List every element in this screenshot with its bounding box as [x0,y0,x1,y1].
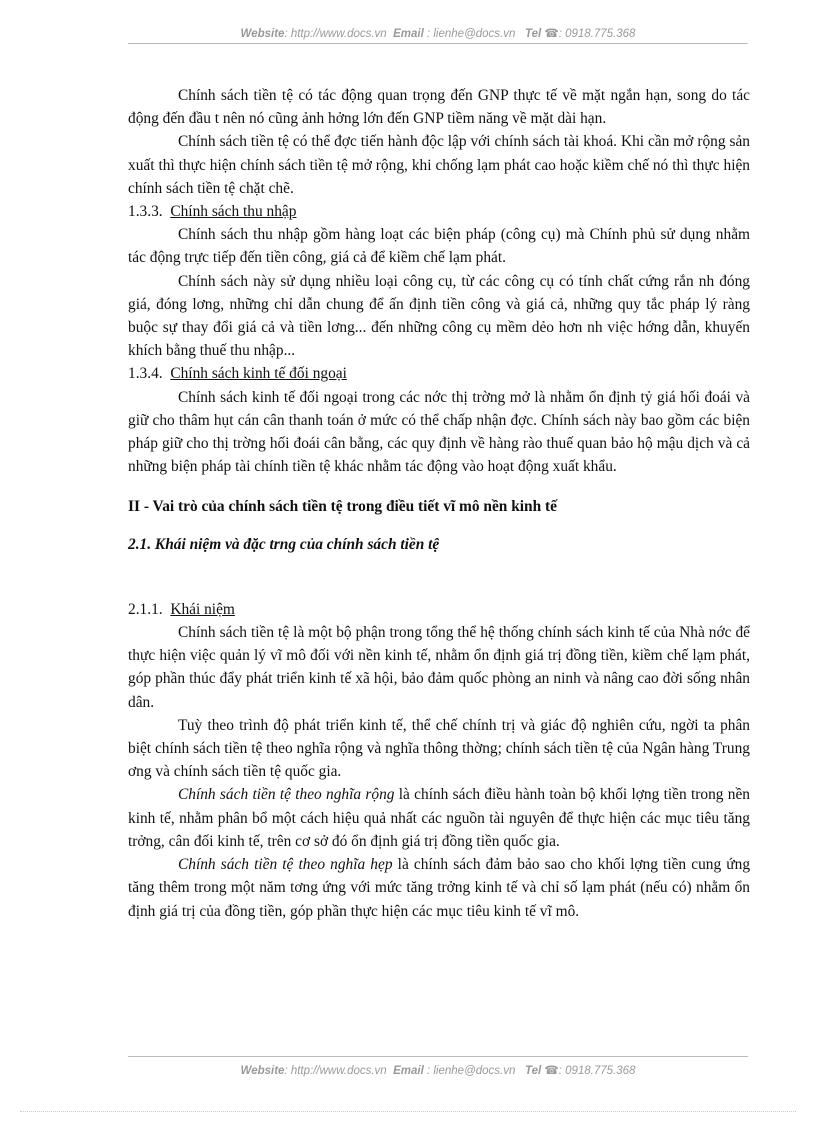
heading-number: 1.3.3. [128,203,163,221]
heading-number: 1.3.4. [128,365,163,383]
paragraph [128,853,750,923]
footer-website-label: Website [240,1065,285,1077]
heading-title: Chính sách kinh tế đối ngoại [170,365,347,383]
paragraph: Chính sách thu nhập gồm hàng loạt các biện pháp (công cụ) mà Chính phủ sử dụng nhằm tác động trực tiếp đến tiền công, giá cả để kiềm chế lạm phát. [128,226,750,267]
section-heading-ii: II - Vai trò của chính sách tiền tệ trong điều tiết vĩ mô nền kinh tế [128,498,557,516]
heading-title: Khái niệm [170,600,235,618]
paragraph-text: là chính sách đảm bảo sao cho khối lợng tiền cung ứng tăng thêm trong một năm tơng ứng với mức tăng trởng kinh tế và chỉ số lạm phát (nếu có) nhằm ổn định giá trị của đồng tiền, góp phần thực hiện các mục tiêu kinh tế vĩ mô. [128,856,751,920]
page-edge [20,1111,796,1112]
italic-term: Chính sách tiền tệ theo nghĩa hẹp [178,856,393,874]
footer-tel-value: : 0918.775.368 [558,1065,636,1077]
paragraph: Chính sách tiền tệ có tác động quan trọng đến GNP thực tế về mặt ngắn hạn, song do tác động đến đầu t nên nó cũng ảnh hởng lớn đến GNP tiềm năng về mặt dài hạn. [128,87,750,128]
footer-email-value: : lienhe@docs.vn [426,1065,516,1077]
header-email-label: Email [393,28,424,40]
paragraph [128,783,750,853]
heading-1-3-4 [128,362,750,385]
paragraph-text: là chính sách điều hành toàn bộ khối lợng tiền trong nền kinh tế, nhằm phân bổ một cách hiệu quả nhất các nguồn tài nguyên để thực hiện các mục tiêu tăng trởng, cân đối kinh tế, trên cơ sở đó ổn định giá trị đồng tiền quốc gia. [128,786,750,850]
paragraph: Chính sách kinh tế đối ngoại trong các nớc thị trờng mở là nhằm ổn định tỷ giá hối đoái và giữ cho thâm hụt cán cân thanh toán ở mức có thể chấp nhận đợc. Chính sách này bao gồm các biện pháp giữ cho thị trờng hối đoái cân bằng, các quy định về hàng rào thuế quan bảo hộ mậu dịch và cả những biện pháp tài chính tiền tệ khác nhằm tác động vào hoạt động xuất khẩu. [128,388,750,476]
heading-title: Chính sách thu nhập [170,203,297,221]
header-website-label: Website [240,28,285,40]
header-rule [128,43,748,44]
heading-1-3-3 [128,200,750,223]
header-tel-value: : 0918.775.368 [558,28,636,40]
header-email-value: : lienhe@docs.vn [426,28,516,40]
document-body [128,84,750,923]
page-footer [128,1063,748,1077]
heading-number: 2.1.1. [128,600,163,618]
heading-2-1-1 [128,598,750,621]
paragraph: Chính sách tiền tệ có thể đợc tiến hành độc lập với chính sách tài khoá. Khi cần mở rộng sản xuất thì thực hiện chính sách tiền tệ mở rộng, khi chống lạm phát cao hoặc kiềm chế nó thì thực hiện chính sách tiền tệ chặt chẽ. [128,133,750,197]
footer-tel-label: Tel [524,1065,542,1077]
footer-rule [128,1056,748,1057]
paragraph: Chính sách tiền tệ là một bộ phận trong tổng thể hệ thống chính sách kinh tế của Nhà nớc để thực hiện việc quản lý vĩ mô đối với nền kinh tế, nhằm ổn định giá trị đồng tiền, kiềm chế lạm phát, góp phần thúc đẩy phát triển kinh tế xã hội, bảo đảm quốc phòng an ninh và nâng cao đời sống nhân dân. [128,624,750,711]
page-header [128,26,748,40]
phone-icon: ☎ [544,1065,559,1077]
header-website-value: : http://www.docs.vn [284,28,387,40]
paragraph: Chính sách này sử dụng nhiều loại công cụ, từ các công cụ có tính chất cứng rắn nh đóng giá, đóng lơng, những chỉ dẫn chung để ấn định tiền công và giá cả, những quy tắc pháp lý ràng buộc sự thay đổi giá cả và tiền lơng... đến những công cụ mềm dẻo hơn nh việc hớng dẫn, khuyến khích bằng thuế thu nhập... [128,272,750,360]
phone-icon: ☎ [544,28,559,40]
footer-website-value: : http://www.docs.vn [284,1065,387,1077]
footer-email-label: Email [393,1065,424,1077]
subsection-heading-2-1: 2.1. Khái niệm và đặc trng của chính sách tiền tệ [128,535,440,553]
italic-term: Chính sách tiền tệ theo nghĩa rộng [178,786,395,804]
paragraph: Tuỳ theo trình độ phát triển kinh tế, thể chế chính trị và giác độ nghiên cứu, ngời ta phân biệt chính sách tiền tệ theo nghĩa rộng và nghĩa thông thờng; chính sách tiền tệ của Ngân hàng Trung ơng và chính sách tiền tệ quốc gia. [128,716,750,781]
header-tel-label: Tel [524,28,542,40]
